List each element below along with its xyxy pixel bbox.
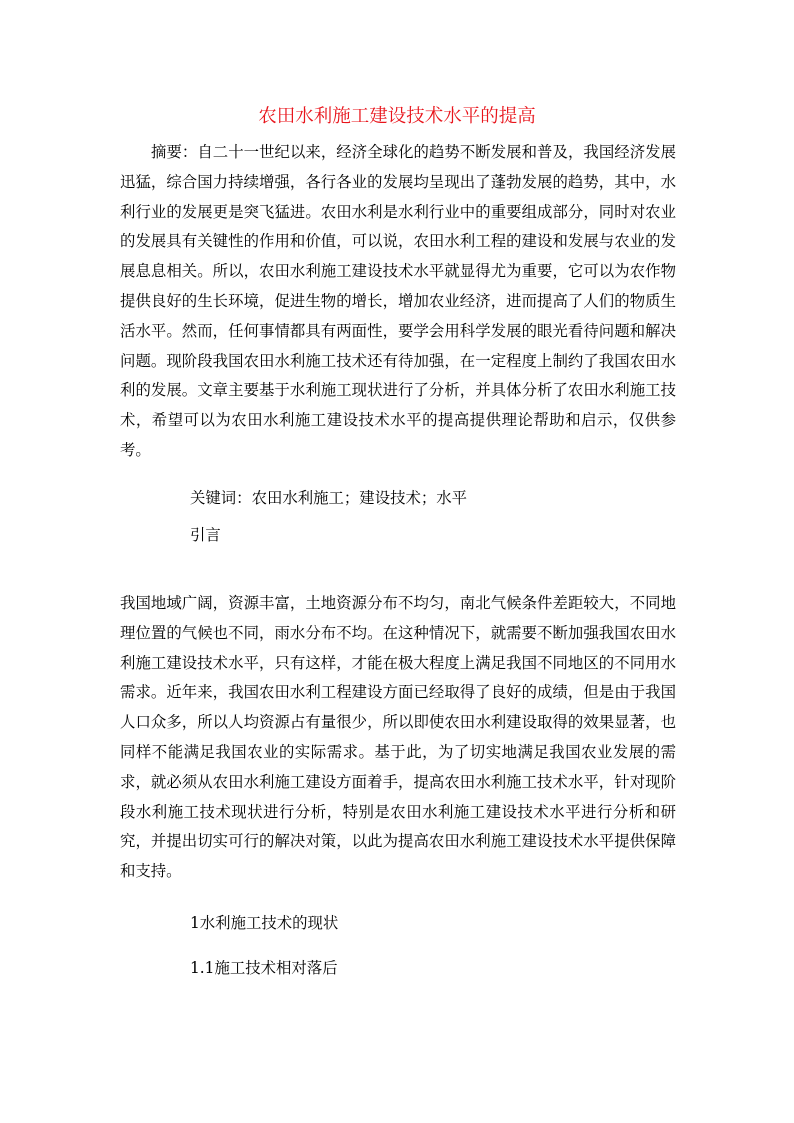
intro-heading: 引言 (190, 526, 221, 544)
intro-paragraph: 我国地域广阔，资源丰富，土地资源分布不均匀，南北气候条件差距较大，不同地理位置的气候也不同，雨水分布不均。在这种情况下，就需要不断加强我国农田水利施工建设技术水平，只有这样，才能在极大程度上满足我国不同地区的不同用水需求。近年来，我国农田水利工程建设方面已经取得了良好的成绩，但是由于我国人口众多，所以人均资源占有量很少，所以即使农田水利建设取得的效果显著，也同样不能满足我国农业的实际需求。基于此，为了切实地满足我国农业发展的需求，就必须从农田水利施工建设方面着手，提高农田水利施工技术水平，针对现阶段水利施工技术现状进行分析，特别是农田水利施工建设技术水平进行分析和研究，并提出切实可行的解决对策，以此为提高农田水利施工建设技术水平提供保障和支持。 (120, 594, 676, 881)
section-heading-1: 1水利施工技术的现状 (190, 914, 339, 932)
section-heading-1-1: 1.1施工技术相对落后 (190, 959, 338, 977)
document-title: 农田水利施工建设技术水平的提高 (258, 106, 536, 127)
keywords-line: 关键词：农田水利施工；建设技术；水平 (190, 489, 468, 507)
abstract-paragraph: 摘要：自二十一世纪以来，经济全球化的趋势不断发展和普及，我国经济发展迅猛，综合国力持续增强，各行各业的发展均呈现出了蓬勃发展的趋势，其中，水利行业的发展更是突飞猛进。农田水利是水利行业中的重要组成部分，同时对农业的发展具有关键性的作用和价值，可以说，农田水利工程的建设和发展与农业的发展息息相关。所以，农田水利施工建设技术水平就显得尤为重要，它可以为农作物提供良好的生长环境，促进生物的增长，增加农业经济，进而提高了人们的物质生活水平。然而，任何事情都具有两面性，要学会用科学发展的眼光看待问题和解决问题。现阶段我国农田水利施工技术还有待加强，在一定程度上制约了我国农田水利的发展。文章主要基于水利施工现状进行了分析，并具体分析了农田水利施工技术，希望可以为农田水利施工建设技术水平的提高提供理论帮助和启示，仅供参考。 (120, 143, 676, 459)
